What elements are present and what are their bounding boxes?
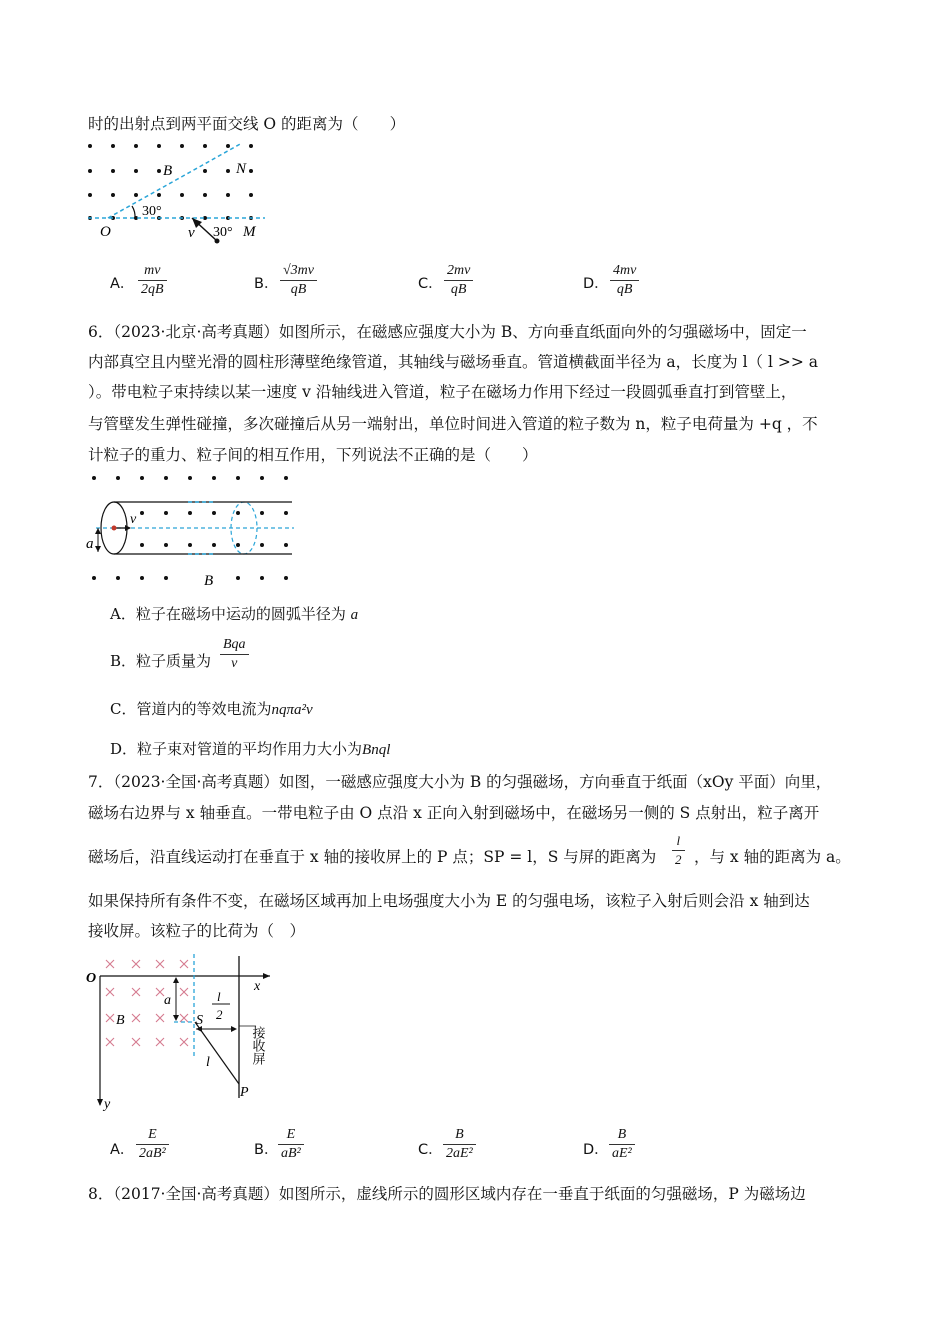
svg-text:30°: 30° — [142, 204, 162, 219]
q7-line-4: 如果保持所有条件不变，在磁场区域再加上电场强度大小为 E 的匀强电场，该粒子入射后则会沿 x 轴到达 — [88, 892, 810, 910]
svg-text:M: M — [243, 224, 256, 240]
q5-option-b-fraction: $\frac{√3mv}{qB}$ — [280, 262, 317, 299]
svg-text:S: S — [196, 1013, 203, 1028]
svg-text:x: x — [254, 979, 261, 994]
q6-option-b-fraction: Bqa v — [220, 636, 249, 673]
q6-option-d[interactable]: D．粒子束对管道的平均作用力大小为Bnql — [110, 740, 391, 758]
q7-line-1: 7．（2023·全国·高考真题）如图，一磁感应强度大小为 B 的匀强磁场，方向垂直于纸面（xOy 平面）向里， — [88, 773, 832, 791]
svg-text:a: a — [86, 536, 94, 552]
q6-line-1: 6．（2023·北京·高考真题）如图所示，在磁感应强度大小为 B、方向垂直纸面向外的匀强磁场中，固定一 — [88, 323, 807, 341]
svg-text:接收屏: 接收屏 — [250, 1026, 266, 1065]
svg-text:B: B — [163, 163, 173, 179]
svg-text:B: B — [204, 573, 214, 589]
line-ON — [108, 143, 242, 218]
q5-option-a-fraction: $\frac{mv}{2qB}$ — [138, 262, 167, 299]
q7-line-3b: ，与 x 轴的距离为 a。 — [694, 848, 851, 866]
q5-option-c[interactable]: C． — [418, 276, 443, 292]
svg-text:2: 2 — [216, 1007, 223, 1022]
q5-option-b[interactable]: B． — [254, 276, 279, 292]
q7-option-c[interactable]: C． — [418, 1142, 443, 1158]
trajectory-SP — [195, 1022, 239, 1084]
svg-text:l: l — [206, 1055, 210, 1070]
q5-option-d[interactable]: D． — [583, 276, 609, 292]
q6-line-4: 与管壁发生弹性碰撞，多次碰撞后从另一端射出，单位时间进入管道的粒子数为 n，粒子电荷量为 +q ，不 — [88, 415, 818, 433]
q7-option-d-fraction: $\frac{B}{\text{aE²}}$ — [609, 1126, 635, 1163]
svg-text:v: v — [188, 225, 195, 241]
svg-text:a: a — [164, 993, 171, 1008]
svg-text:O: O — [100, 224, 111, 240]
q6-figure — [84, 470, 304, 590]
svg-text:B: B — [116, 1013, 125, 1028]
q7-line-2: 磁场右边界与 x 轴垂直。一带电粒子由 O 点沿 x 正向入射到磁场中，在磁场另一侧的 S 点射出，粒子离开 — [88, 804, 820, 822]
svg-text:30°: 30° — [213, 225, 233, 240]
q7-line-3: 磁场后，沿直线运动打在垂直于 x 轴的接收屏上的 P 点；SP = l，S 与屏的距离为 — [88, 848, 657, 866]
svg-text:l: l — [217, 989, 221, 1004]
q7-half-fraction: $\frac{l}{2}$ — [672, 832, 685, 869]
q7-option-c-fraction: $\frac{B}{\text{2aE²}}$ — [443, 1126, 476, 1163]
q5-figure — [80, 138, 280, 248]
q6-option-a[interactable]: A．粒子在磁场中运动的圆弧半径为 a — [110, 605, 359, 623]
q7-option-b[interactable]: B． — [254, 1142, 279, 1158]
svg-text:v: v — [130, 512, 137, 527]
q8-line-1: 8．（2017·全国·高考真题）如图所示，虚线所示的圆形区域内存在一垂直于纸面的匀强磁场，P 为磁场边 — [88, 1185, 806, 1203]
svg-text:N: N — [236, 161, 247, 177]
q7-option-a[interactable]: A． — [110, 1142, 135, 1158]
q7-option-d[interactable]: D． — [583, 1142, 609, 1158]
q6-option-c[interactable]: C．管道内的等效电流为nqπa²v — [110, 700, 313, 718]
q5-stem: 时的出射点到两平面交线 O 的距离为（ ） — [88, 115, 406, 133]
svg-text:y: y — [104, 1097, 111, 1112]
q7-figure — [84, 950, 284, 1112]
svg-text:P: P — [240, 1085, 249, 1100]
q5-option-a[interactable]: A． — [110, 276, 135, 292]
q6-line-5: 计粒子的重力、粒子间的相互作用，下列说法不正确的是（ ） — [88, 446, 538, 464]
q5-option-c-fraction: $\frac{2mv}{qB}$ — [444, 262, 473, 299]
q7-option-a-fraction: $\frac{E}{\text{2aB²}}$ — [136, 1126, 169, 1163]
q7-option-b-fraction: $\frac{E}{\text{aB²}}$ — [278, 1126, 304, 1163]
q7-line-5: 接收屏。该粒子的比荷为（ ） — [88, 922, 306, 940]
q6-option-b[interactable]: B．粒子质量为 — [110, 652, 212, 670]
svg-text:O: O — [86, 971, 97, 986]
q5-option-d-fraction: $\frac{4mv}{qB}$ — [610, 262, 639, 299]
q6-line-3: ）。带电粒子束持续以某一速度 v 沿轴线进入管道，粒子在磁场力作用下经过一段圆弧垂直打到管壁上， — [88, 383, 797, 401]
q6-line-2: 内部真空且内壁光滑的圆柱形薄壁绝缘管道，其轴线与磁场垂直。管道横截面半径为 a，长度为 l（ l >> a — [88, 353, 819, 371]
magnetic-field-dots — [88, 144, 253, 220]
